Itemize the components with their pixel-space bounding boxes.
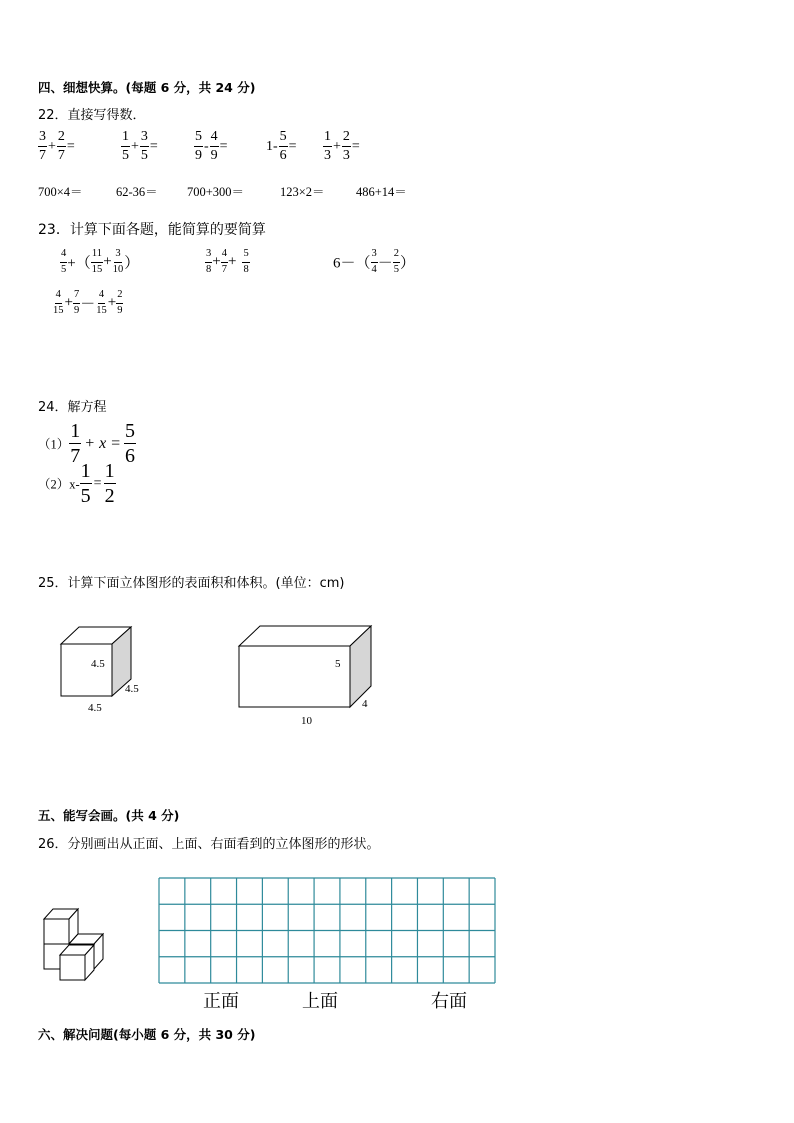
q22-expr-1: $\frac{3}{7}$ + $\frac{2}{7}$ = bbox=[39, 129, 75, 163]
q25-title: 25．计算下面立体图形的表面积和体积。(单位：cm) bbox=[38, 576, 345, 591]
q23-expr-3: 6－（ $\frac{3}{4}$ － $\frac{2}{5}$ ） bbox=[333, 248, 416, 275]
q22-expr-4: 1- $\frac{5}{6}$ = bbox=[266, 129, 297, 163]
cube-figure bbox=[55, 622, 155, 722]
q23-title: 23．计算下面各题，能简算的要简算 bbox=[38, 222, 266, 238]
cuboid-figure bbox=[235, 622, 375, 712]
cube-front-label: 4.5 bbox=[91, 658, 105, 670]
cube-side-label: 4.5 bbox=[125, 683, 139, 695]
grid-label-front: 正面 bbox=[203, 991, 239, 1012]
q23-expr-2: $\frac{3}{8}$ + $\frac{4}{7}$ + $\frac{5}{8}$ bbox=[206, 248, 249, 275]
q23-expr-1: $\frac{4}{5}$ +（ $\frac{11}{15}$ + $\frac{3}{10}$ ） bbox=[61, 248, 140, 275]
q22-row2-item: 700×4＝ bbox=[38, 185, 83, 199]
grid-label-top: 上面 bbox=[302, 991, 338, 1012]
cuboid-height-label: 5 bbox=[335, 658, 341, 670]
section5-title: 五、能写会画。(共 4 分) bbox=[38, 808, 180, 823]
q23-expr-4: $\frac{4}{15}$ + $\frac{7}{9}$ － $\frac{4}{15}$ + $\frac{2}{9}$ bbox=[53, 289, 123, 316]
q26-title: 26．分别画出从正面、上面、右面看到的立体图形的形状。 bbox=[38, 837, 380, 852]
q22-row2-item: 700+300＝ bbox=[187, 185, 245, 199]
q22-row2-item: 123×2＝ bbox=[280, 185, 325, 199]
q22-row2-item: 486+14＝ bbox=[356, 185, 407, 199]
cuboid-depth-label: 4 bbox=[362, 698, 368, 710]
section6-title: 六、解决问题(每小题 6 分，共 30 分) bbox=[38, 1027, 256, 1042]
cube-bottom-label: 4.5 bbox=[88, 702, 102, 714]
q22-expr-5: $\frac{1}{3}$ + $\frac{2}{3}$ = bbox=[324, 129, 360, 163]
q22-expr-2: $\frac{1}{5}$ + $\frac{3}{5}$ = bbox=[122, 129, 158, 163]
q24-equation-2: （2）x- $\frac{1}{5}$ = $\frac{1}{2}$ bbox=[38, 460, 115, 507]
section4-title: 四、细想快算。(每题 6 分，共 24 分) bbox=[38, 80, 256, 95]
q22-row2-item: 62-36＝ bbox=[116, 185, 158, 199]
q22-expr-3: $\frac{5}{9}$ - $\frac{4}{9}$ = bbox=[195, 129, 228, 163]
cuboid-length-label: 10 bbox=[301, 715, 312, 727]
q24-title: 24．解方程 bbox=[38, 400, 107, 415]
q22-title: 22．直接写得数． bbox=[38, 108, 146, 123]
grid-label-right: 右面 bbox=[431, 991, 467, 1012]
drawing-grid[interactable] bbox=[158, 877, 496, 985]
q24-equation-1: （1） $\frac{1}{7}$ + x = $\frac{5}{6}$ bbox=[38, 420, 135, 467]
stacked-cubes-figure bbox=[40, 905, 112, 985]
